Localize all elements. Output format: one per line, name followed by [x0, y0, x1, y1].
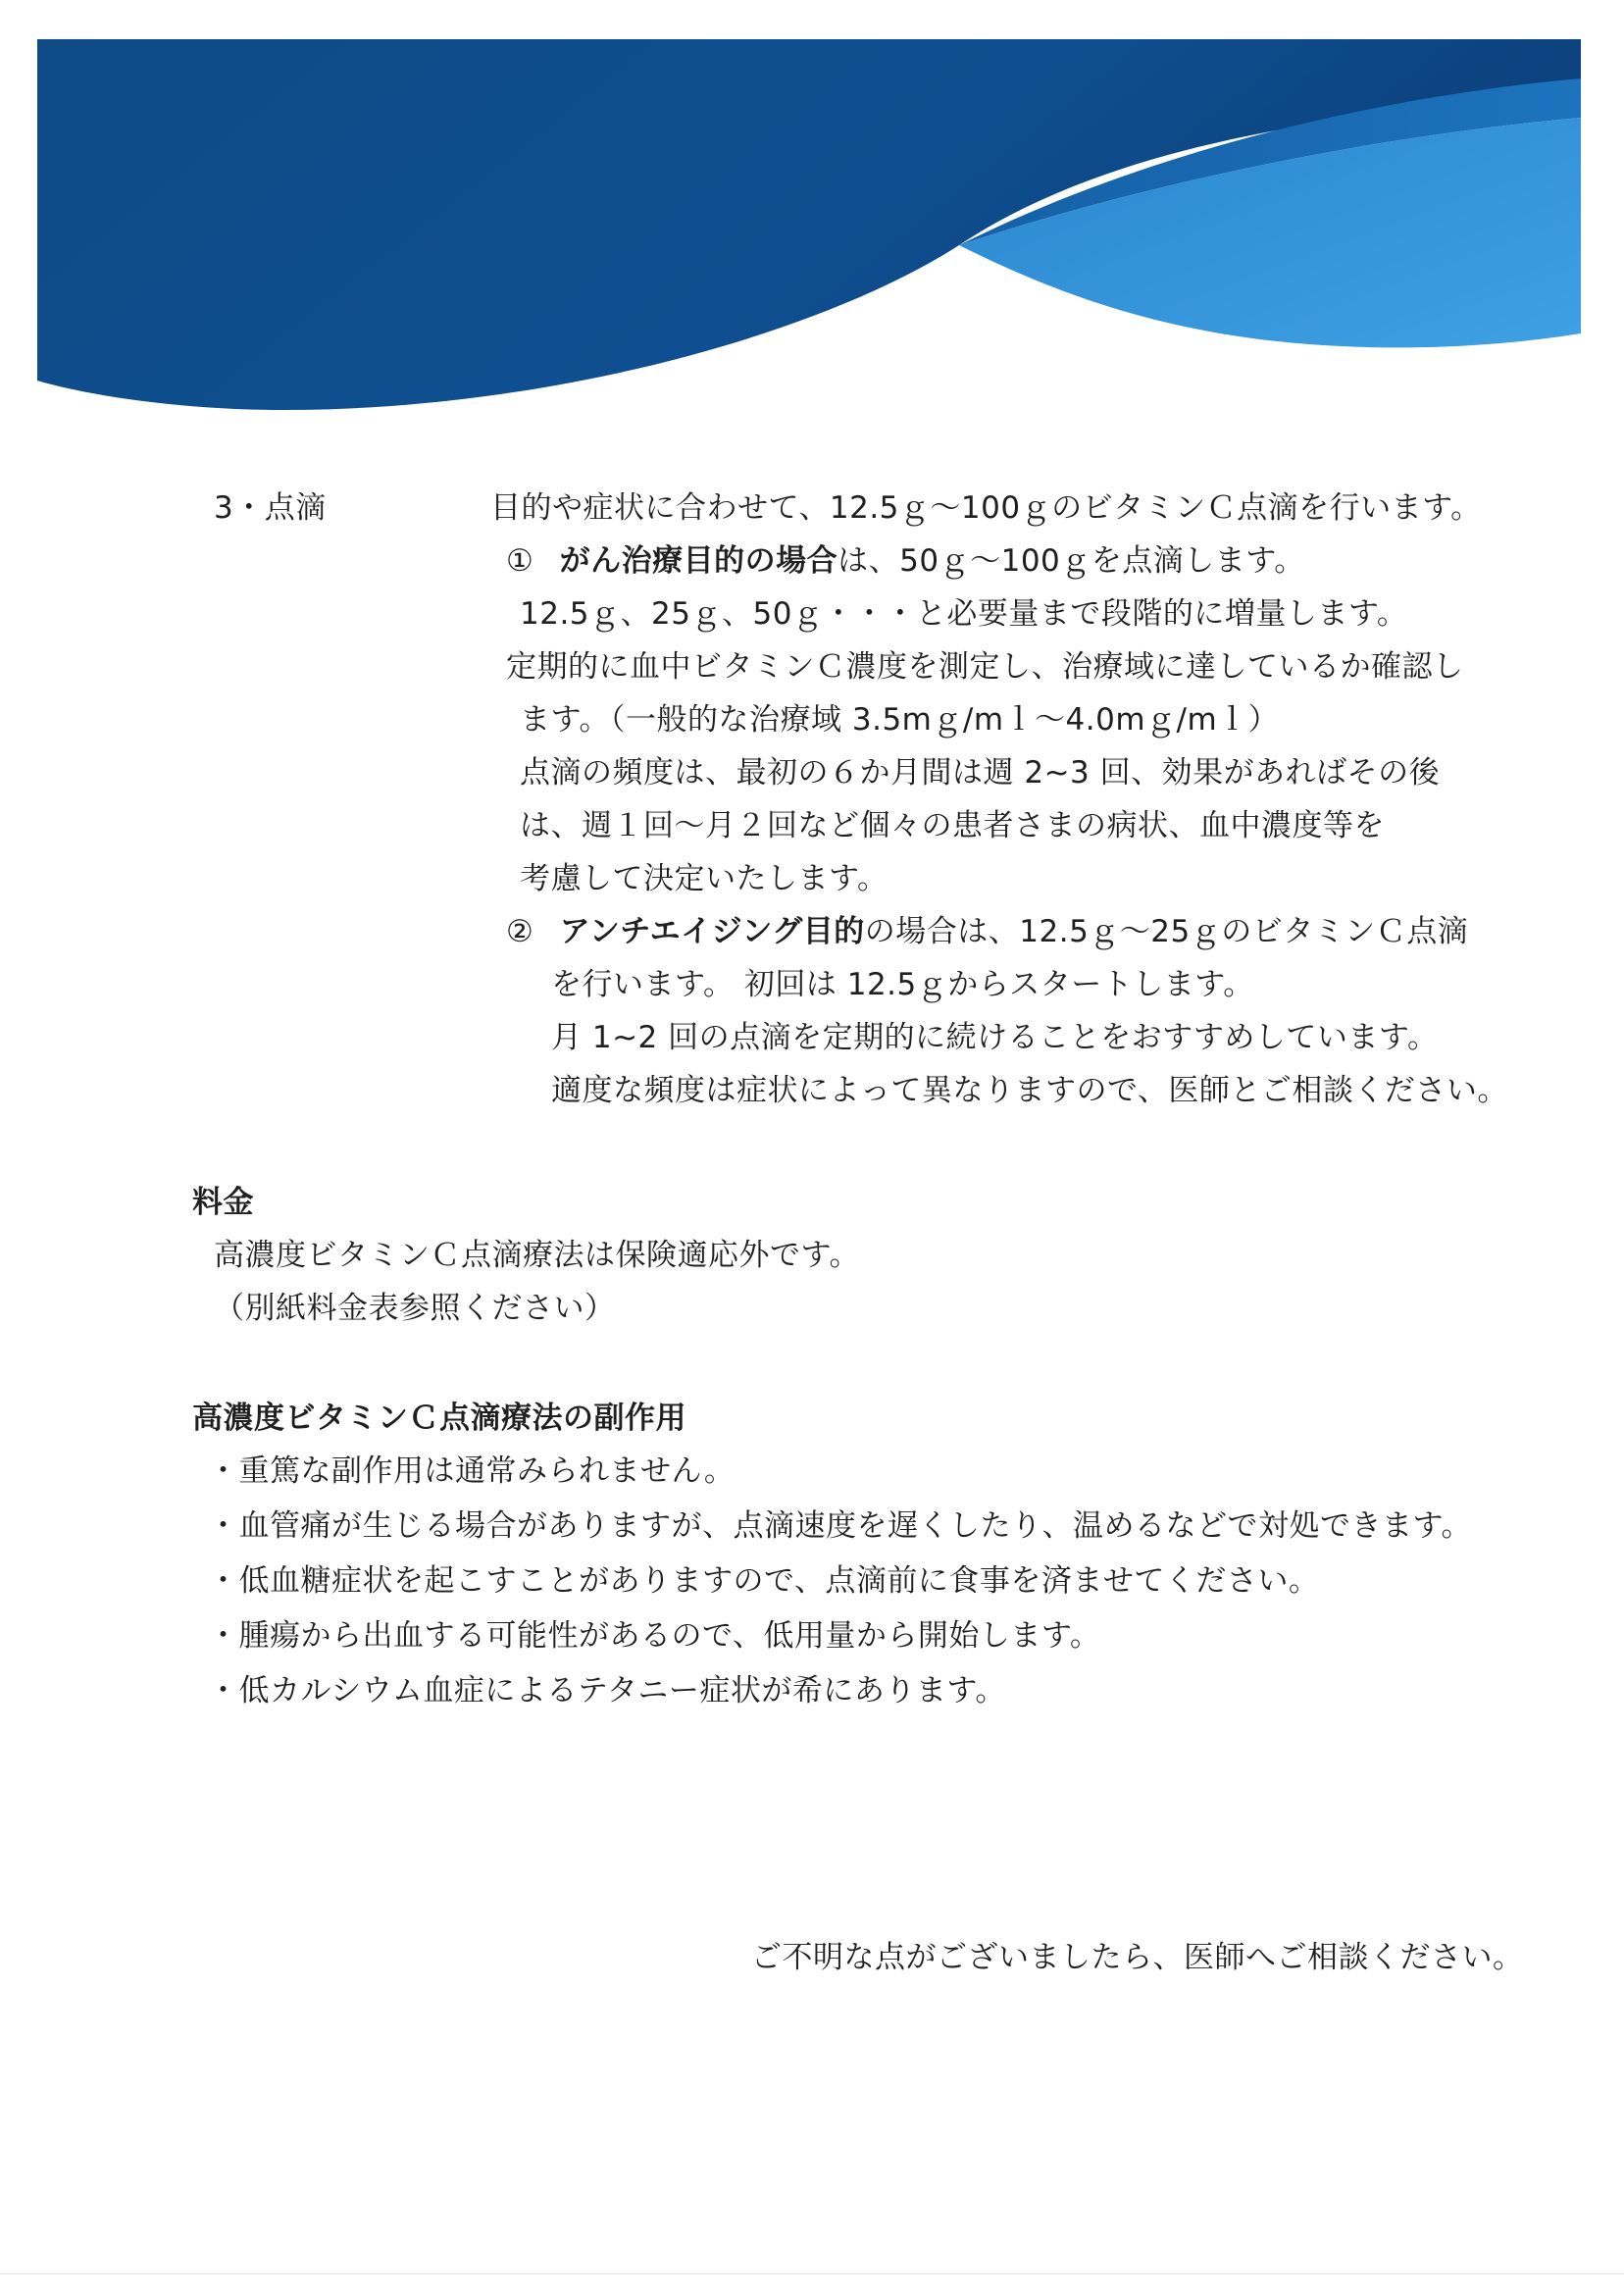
item1-line: は、週１回～月２回など個々の患者さまの病状、血中濃度等を: [520, 808, 1385, 843]
item1-header: [506, 541, 1305, 581]
closing-note: ご不明な点がございましたら、医師へご相談ください。: [751, 1940, 1524, 1975]
side-effect-item: ・腫瘍から出血する可能性があるので、低用量から開始します。: [208, 1618, 1101, 1654]
item1-line: 考慮して決定いたします。: [520, 861, 888, 896]
item1-line: 12.5ｇ、25ｇ、50ｇ・・・と必要量まで段階的に増量します。: [520, 596, 1408, 632]
item1-bold: がん治療目的の場合: [559, 543, 838, 579]
section-label-drip: 3・点滴: [214, 490, 327, 526]
item1-marker: ①: [506, 543, 534, 579]
fee-heading: 料金: [192, 1185, 254, 1220]
item2-marker: ②: [506, 914, 534, 949]
fee-line: 高濃度ビタミンＣ点滴療法は保険適応外です。: [214, 1238, 861, 1273]
item2-bold: アンチエイジング目的: [559, 914, 865, 949]
fee-line: （別紙料金表参照ください）: [214, 1291, 616, 1326]
footer-divider: [0, 2273, 1624, 2274]
item2-line: を行います。 初回は 12.5ｇからスタートします。: [551, 967, 1254, 1002]
item1-line: 点滴の頻度は、最初の６か月間は週 2~3 回、効果があればその後: [520, 755, 1441, 790]
side-effect-item: ・血管痛が生じる場合がありますが、点滴速度を遅くしたり、温めるなどで対処できます。: [208, 1508, 1473, 1544]
item2-rest: の場合は、12.5ｇ～25ｇのビタミンＣ点滴: [864, 914, 1469, 949]
section-intro: 目的や症状に合わせて、12.5ｇ～100ｇのビタミンＣ点滴を行います。: [490, 490, 1482, 526]
item1-line: 定期的に血中ビタミンＣ濃度を測定し、治療域に達しているか確認し: [506, 649, 1464, 685]
item1-line: ます。（一般的な治療域 3.5mｇ/mｌ～4.0mｇ/mｌ）: [520, 702, 1280, 738]
item2-header: [506, 912, 1468, 951]
item2-line: 適度な頻度は症状によって異なりますので、医師とご相談ください。: [551, 1073, 1508, 1108]
item2-line: 月 1~2 回の点滴を定期的に続けることをおすすめしています。: [551, 1020, 1439, 1055]
item1-rest: は、50ｇ～100ｇを点滴します。: [837, 543, 1305, 579]
side-effect-item: ・重篤な副作用は通常みられません。: [208, 1453, 736, 1489]
side-effect-item: ・低カルシウム血症によるテタニー症状が希にあります。: [208, 1673, 1006, 1708]
side-effect-item: ・低血糖症状を起こすことがありますので、点滴前に食事を済ませてください。: [208, 1563, 1320, 1599]
side-effects-heading: 高濃度ビタミンＣ点滴療法の副作用: [192, 1401, 686, 1436]
header-wave-banner: [37, 39, 1581, 414]
